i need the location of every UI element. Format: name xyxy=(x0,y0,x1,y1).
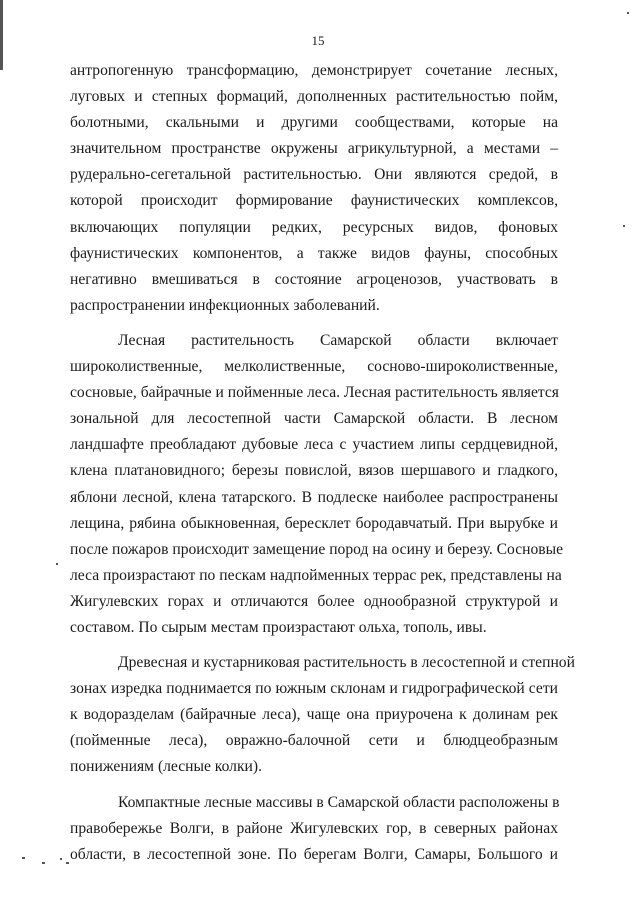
text-line: к водоразделам (байрачные леса), чаще она приурочена к долинам рек xyxy=(70,706,558,724)
text-line: Древесная и кустарниковая растительность в лесостепной и степной xyxy=(118,654,575,672)
text-line: луговых и степных формаций, дополненных растительностью пойм, xyxy=(70,88,558,106)
page-number: 15 xyxy=(311,33,325,48)
text-line: после пожаров происходит замещение пород на осину и березу. Сосновые xyxy=(70,540,564,558)
paragraph xyxy=(70,328,564,641)
text-line: включающих популяции редких, ресурсных видов, фоновых xyxy=(70,218,558,236)
text-line: клена платановидного; березы повислой, вязов шершавого и гладкого, xyxy=(70,462,558,480)
text-line: правобережье Волги, в районе Жигулевских гор, в северных районах xyxy=(70,819,558,837)
scan-mark xyxy=(22,857,25,859)
text-line: составом. По сырым местам произрастают ольха, тополь, ивы. xyxy=(70,618,487,636)
scan-mark xyxy=(66,862,69,864)
text-line: рудерально-сегетальной растительностью. Они являются средой, в xyxy=(70,166,558,184)
text-line: зональной для лесостепной части Самарской области. В лесном xyxy=(70,410,558,428)
text-line: распространении инфекционных заболеваний. xyxy=(70,296,380,314)
text-line: которой происходит формирование фаунистических комплексов, xyxy=(70,192,558,210)
text-line: значительном пространстве окружены агрикультурной, а местами – xyxy=(70,140,558,158)
scan-mark xyxy=(627,12,629,14)
scan-mark xyxy=(623,225,625,227)
text-line: лещина, рябина обыкновенная, бересклет бородавчатый. При вырубке и xyxy=(70,514,558,532)
text-line: зонах изредка поднимается по южным склонам и гидрографической сети xyxy=(70,680,558,698)
text-line: Жигулевских горах и отличаются более однообразной структурой и xyxy=(70,592,558,610)
body-text xyxy=(70,58,575,868)
text-line: области, в лесостепной зоне. По берегам Волги, Самары, Большого и xyxy=(70,845,558,863)
text-line: широколиственные, мелколиственные, сосново-широколиственные, xyxy=(70,358,558,376)
text-line: понижениям (лесные колки). xyxy=(70,758,262,776)
paragraph xyxy=(70,58,558,319)
paragraph xyxy=(70,650,575,780)
text-line: яблони лесной, клена татарского. В подлеске наиболее распространены xyxy=(70,488,558,506)
text-line: Компактные лесные массивы в Самарской области расположены в xyxy=(118,793,560,811)
text-line: Лесная растительность Самарской области включает xyxy=(118,331,558,349)
text-line: негативно вмешиваться в состояние агроценозов, участвовать в xyxy=(70,270,558,288)
scan-mark xyxy=(42,862,45,864)
text-line: болотными, скальными и другими сообществами, которые на xyxy=(70,114,558,132)
scan-mark xyxy=(0,0,3,70)
text-line: леса произрастают по пескам надпойменных террас рек, представлены на xyxy=(70,566,562,584)
paragraph xyxy=(70,790,558,868)
text-line: сосновые, байрачные и пойменные леса. Лесная растительность является xyxy=(70,384,559,402)
text-line: ландшафте преобладают дубовые леса с участием липы сердцевидной, xyxy=(70,436,558,454)
scan-mark xyxy=(60,858,62,860)
text-line: антропогенную трансформацию, демонстрирует сочетание лесных, xyxy=(70,62,558,79)
scan-mark xyxy=(56,563,58,565)
text-line: фаунистических компонентов, а также видов фауны, способных xyxy=(70,244,558,262)
text-line: (пойменные леса), овражно-балочной сети и блюдцеобразным xyxy=(70,732,558,750)
